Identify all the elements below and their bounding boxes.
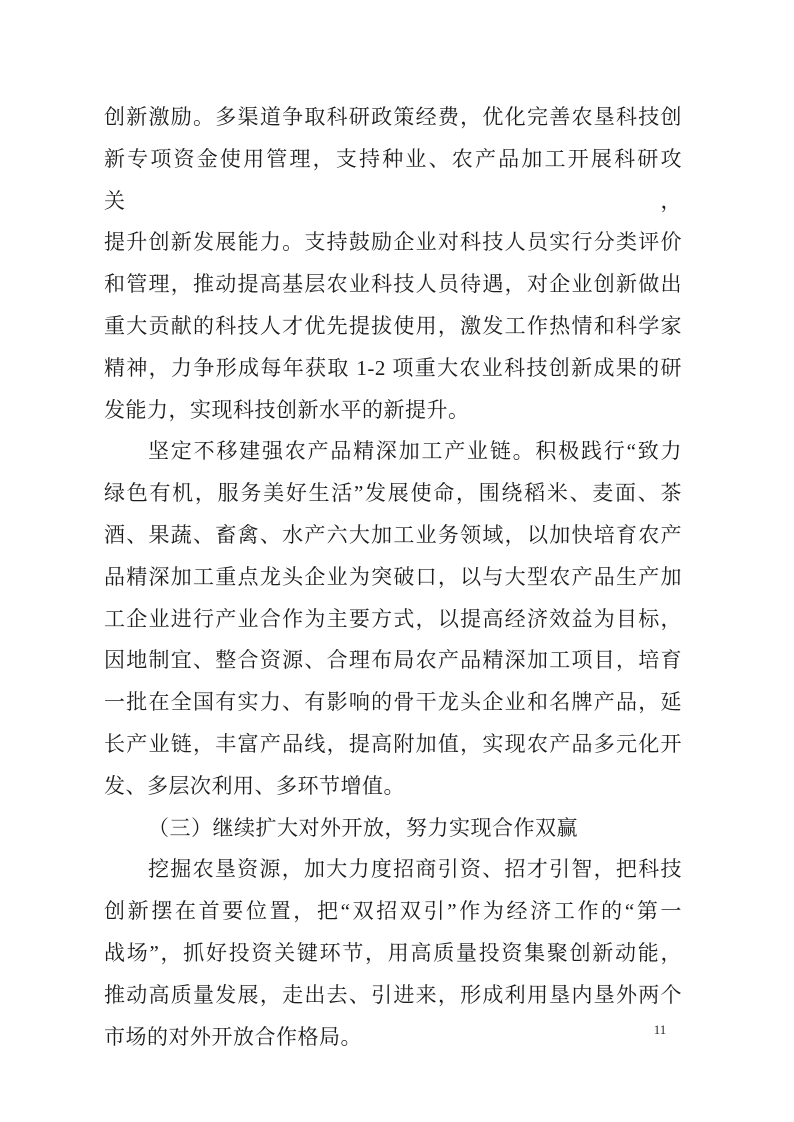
text-line: 因地制宜、整合资源、合理布局农产品精深加工项目，培育	[104, 648, 682, 673]
text-line: 品精深加工重点龙头企业为突破口，以与大型农产品生产加	[104, 564, 682, 589]
text-line: 和管理，推动提高基层农业科技人员待遇，对企业创新做出	[104, 272, 682, 297]
text-line: 长产业链，丰富产品线，提高附加值，实现农产品多元化开	[104, 731, 682, 756]
text-line: 市场的对外开放合作格局。	[104, 1024, 362, 1049]
text-line: 创新摆在首要位置，把“双招双引”作为经济工作的“第一	[104, 899, 682, 924]
text-line: 发、多层次利用、多环节增值。	[104, 773, 405, 798]
text-line: 精神，力争形成每年获取 1-2 项重大农业科技创新成果的研	[104, 355, 682, 380]
text-line: 坚定不移建强农产品精深加工产业链。积极践行“致力	[148, 439, 682, 464]
text-line: （三）继续扩大对外开放，努力实现合作双赢	[148, 815, 578, 840]
text-line: 重大贡献的科技人才优先提拔使用，激发工作热情和科学家	[104, 313, 682, 338]
text-line: 提升创新发展能力。支持鼓励企业对科技人员实行分类评价	[104, 230, 682, 255]
page-number: 11	[653, 1022, 667, 1037]
text-line: 创新激励。多渠道争取科研政策经费，优化完善农垦科技创	[104, 105, 682, 129]
text-line: 挖掘农垦资源，加大力度招商引资、招才引智，把科技	[148, 857, 682, 882]
text-line: 工企业进行产业合作为主要方式，以提高经济效益为目标，	[104, 606, 682, 631]
text-line: 推动高质量发展，走出去、引进来，形成利用垦内垦外两个	[104, 982, 682, 1007]
text-line: 发能力，实现科技创新水平的新提升。	[104, 397, 470, 422]
text-line: 一批在全国有实力、有影响的骨干龙头企业和名牌产品，延	[104, 690, 682, 715]
text-line: 新专项资金使用管理，支持种业、农产品加工开展科研攻关，	[104, 146, 682, 213]
text-line: 绿色有机，服务美好生活”发展使命，围绕稻米、麦面、茶	[104, 481, 682, 506]
text-line: 战场”，抓好投资关键环节，用高质量投资集聚创新动能，	[104, 940, 682, 965]
text-line: 酒、果蔬、畜禽、水产六大加工业务领域，以加快培育农产	[104, 522, 682, 547]
body-text	[104, 97, 682, 1058]
